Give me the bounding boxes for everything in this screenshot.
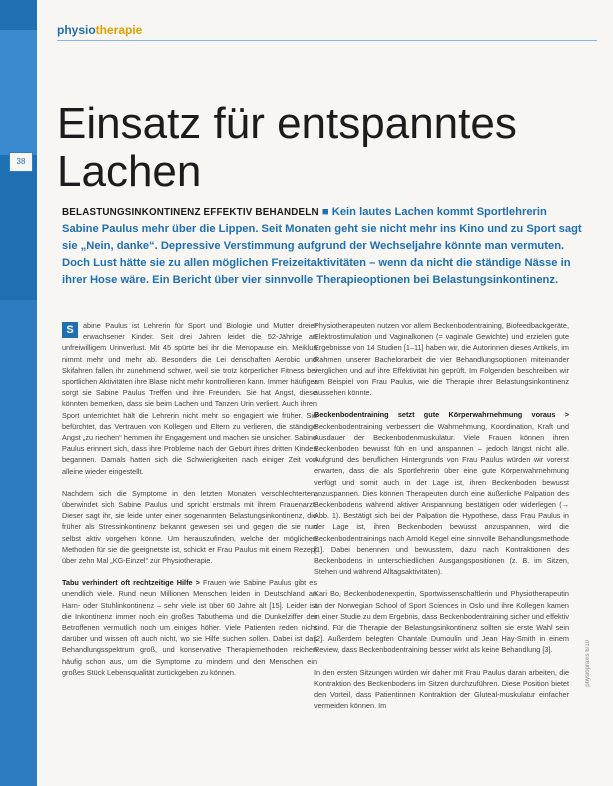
lead-kicker: BELASTUNGSINKONTINENZ EFFEKTIV BEHANDELN	[62, 207, 319, 218]
lead-text: Kein lautes Lachen kommt Sportlehrerin Sabine Paulus mehr über die Lippen. Seit Monaten geht sie nicht mehr ins Kino und zu Sport sagt sie „Nein, danke“. Depressive Verstimmung aufgrund der Wechseljahre könnte man vermuten. Doch Lust hätte sie zu allen möglichen Freizeitaktivitäten – wenn da nicht die ständige Nässe in ihrer Hose wäre. Ein Bericht über vier sinnvolle Therapieoptionen bei Belastungsinkontinenz.	[62, 206, 582, 286]
paragraph	[62, 577, 317, 678]
article-lead	[62, 204, 582, 289]
subheading: Beckenbodentraining setzt gute Körperwahrnehmung voraus >	[314, 410, 569, 420]
headline-line-1: Einsatz für entspanntes	[57, 99, 517, 148]
section-rubric	[57, 23, 142, 37]
sidebar-light-band	[0, 30, 37, 155]
paragraph: Physiotherapeuten nutzen vor allem Beckenbodentraining, Biofeedbackgeräte, Elektrostimulation und Vaginalkonen (= vaginale Gewichte) und erzielen gute Ergebnisse von 14 Studien [1–11] haben wir, die Autorinnen dieses Artikels, im Rahmen unserer Bachelorarbeit die vier Behandlungsoptionen miteinander verglichen und auf ihre Effektivität hin geprüft. Im Folgenden beschreiben wir am Beispiel von Frau Paulus, wie die Therapie ihrer Belastungsinkontinenz aussehen könnte.	[314, 321, 569, 398]
headline-line-2: Lachen	[57, 147, 202, 196]
rubric-part-1: physio	[57, 23, 96, 37]
magazine-credit: physiopraxis 6/10	[585, 640, 591, 687]
paragraph-text: abine Paulus ist Lehrerin für Sport und Biologie und Mutter dreier erwachsener Kinder. Seit drei Jahren leidet die 52-Jährige an unfreiwilligem Urinverlust. Mit 45 spürte bei ihr die Menopause ein. Meiklus nimmt mehr und mehr ab. Besonders die Lei denschaften Aerobic und Skifahren fallen ihr zunehmend schwer, weil sie trotz körperlicher Fitness bei sportlichen Aktivitäten ihre Blase nicht mehr kontrollieren kann. Immer häufiger sorgt sie Sabine Paulus Treffen und ihre Freunden. Sie hat Angst, diese könnten bemerken, dass sie beim Lachen und Tanzen Urin verliert. Auch ihren Sport unterrichtet hält die Lehrerin nicht mehr so engagiert wie früher. Sie befürchtet, das Vertrauen von Kollegen und Eltern zu verlieren, die ständige Angst „zu riechen“ hemmen ihr Engagement und machen sie unsicher. Sabine Paulus erinnert sich, dass ihre Probleme nach der Geburt ihres dritten Kindes begannen. Damals hatten sich die Schwierigkeiten nach einiger Zeit von alleine wieder eingestellt.	[62, 321, 317, 476]
paragraph	[314, 409, 569, 577]
sidebar-color-strip	[0, 0, 37, 786]
subheading: Tabu verhindert oft rechtzeitige Hilfe >	[62, 578, 200, 588]
article-headline	[57, 100, 557, 196]
rubric-part-2: therapie	[95, 23, 143, 37]
paragraph	[62, 320, 317, 477]
text-column-left	[62, 320, 317, 689]
page-number: 38	[9, 152, 33, 172]
paragraph: In den ersten Sitzungen würden wir daher mit Frau Paulus daran arbeiten, die Kontraktion des Beckenbodens im Sitzen durchzuführen. Diese Position bietet den Vorteil, dass Patientinnen Kontraktion der Gluteal-muskulatur einfacher vermeiden können. Im	[314, 667, 569, 711]
lead-separator: ■	[321, 206, 332, 218]
paragraph-text: Beckenbodentraining verbessert die Wahrnehmung, Koordination, Kraft und Ausdauer der Beckenbodenmuskulatur. Viele Frauen können ihren Beckenboden bewusst füh en und anspannen – jedoch längst nicht alle. Aufgrund des beruflichen Hintergrunds von Frau Paulus würden wir vorerst erwarten, dass die als Sportlehrerin über eine gute Körperwahrnehmung verfügt und somit auch in der Lage ist, ihren Beckenboden bewusst anzuspannen. Dies können Therapeuten durch eine äußerliche Palpation des Beckenbodens während aktiver Anspannung bestätigen oder widerlegen (→ Abb. 1). Bestätigt sich bei der Palpation die Hypothese, dass Frau Paulus in der Lage ist, ihren Beckenboden bewusst anzuspannen, wird die Beckenbodentrainings nach Arnold Kegel eine sinnvolle Behandlungsmethode [1]. Dabei benennen und bewusstem, dazu nach Kontraktionen des Beckenbodens in unterschiedlichen Ausgangspositionen (z. B. im Sitzen, Stehen und während Alltagsaktivitäten).	[314, 421, 569, 577]
rubric-divider	[57, 40, 597, 41]
paragraph: Nachdem sich die Symptome in den letzten Monaten verschlechterten, überwindet sich Sabine Paulus und spricht erstmals mit ihrem Frauenarzt. Dieser sagt ihr, sie leide unter einer sogenannten Belastungsinkontinenz, die früher als Stressinkontinenz bekannt gewesen sei und gegen die sie nun selbst aktiv vorgehen könne. Um herauszufinden, welche der möglichen Methoden für sie die geeignetste ist, schickt er Frau Paulus mit einem Rezept über zehn Mal „KG-Einzel“ zur Physiotherapie.	[62, 488, 317, 566]
paragraph-text: Frauen wie Sabine Paulus gibt es unendlich viele. Rund neun Millionen Menschen leiden in Deutschland an Harn- oder Stuhlinkontinenz – sehr viele ist über 60 Jahre alt [15]. Leider ist die Inkontinenz immer noch ein großes Tabuthema und die Dunkelziffer der Betroffenen vermutlich noch um einiges höher. Viele Patienten reden nicht darüber und wissen oft auch nicht, wo sie Hilfe suchen sollen. Dabei ist das Behandlungsspektrum groß, und konservative Therapiemethoden reichen häufig schon aus, um die Symptome zu mindern und den Menschen ein großes Stück Lebensqualität zurückgeben zu können.	[62, 578, 317, 677]
text-column-right	[314, 320, 569, 723]
dropcap: S	[62, 322, 78, 338]
paragraph: Kari Bo, Beckenbodenexpertin, Sportwissenschaftlerin und Physiotherapeutin an der Norwegian School of Sport Sciences in Oslo und ihre Kollegen kamen in einer Studie zu dem Ergebnis, dass Beckenbodentraining sicher und effektiv sind. Für die Therapie der Belastungsinkontinenz sollten sie erste Wahl sein [2]. Außerdem belegten Chantale Dumoulin und Jean Hay-Smith in einem Review, dass Beckenbodentraining besser wirkt als keine Behandlung [3].	[314, 589, 569, 655]
